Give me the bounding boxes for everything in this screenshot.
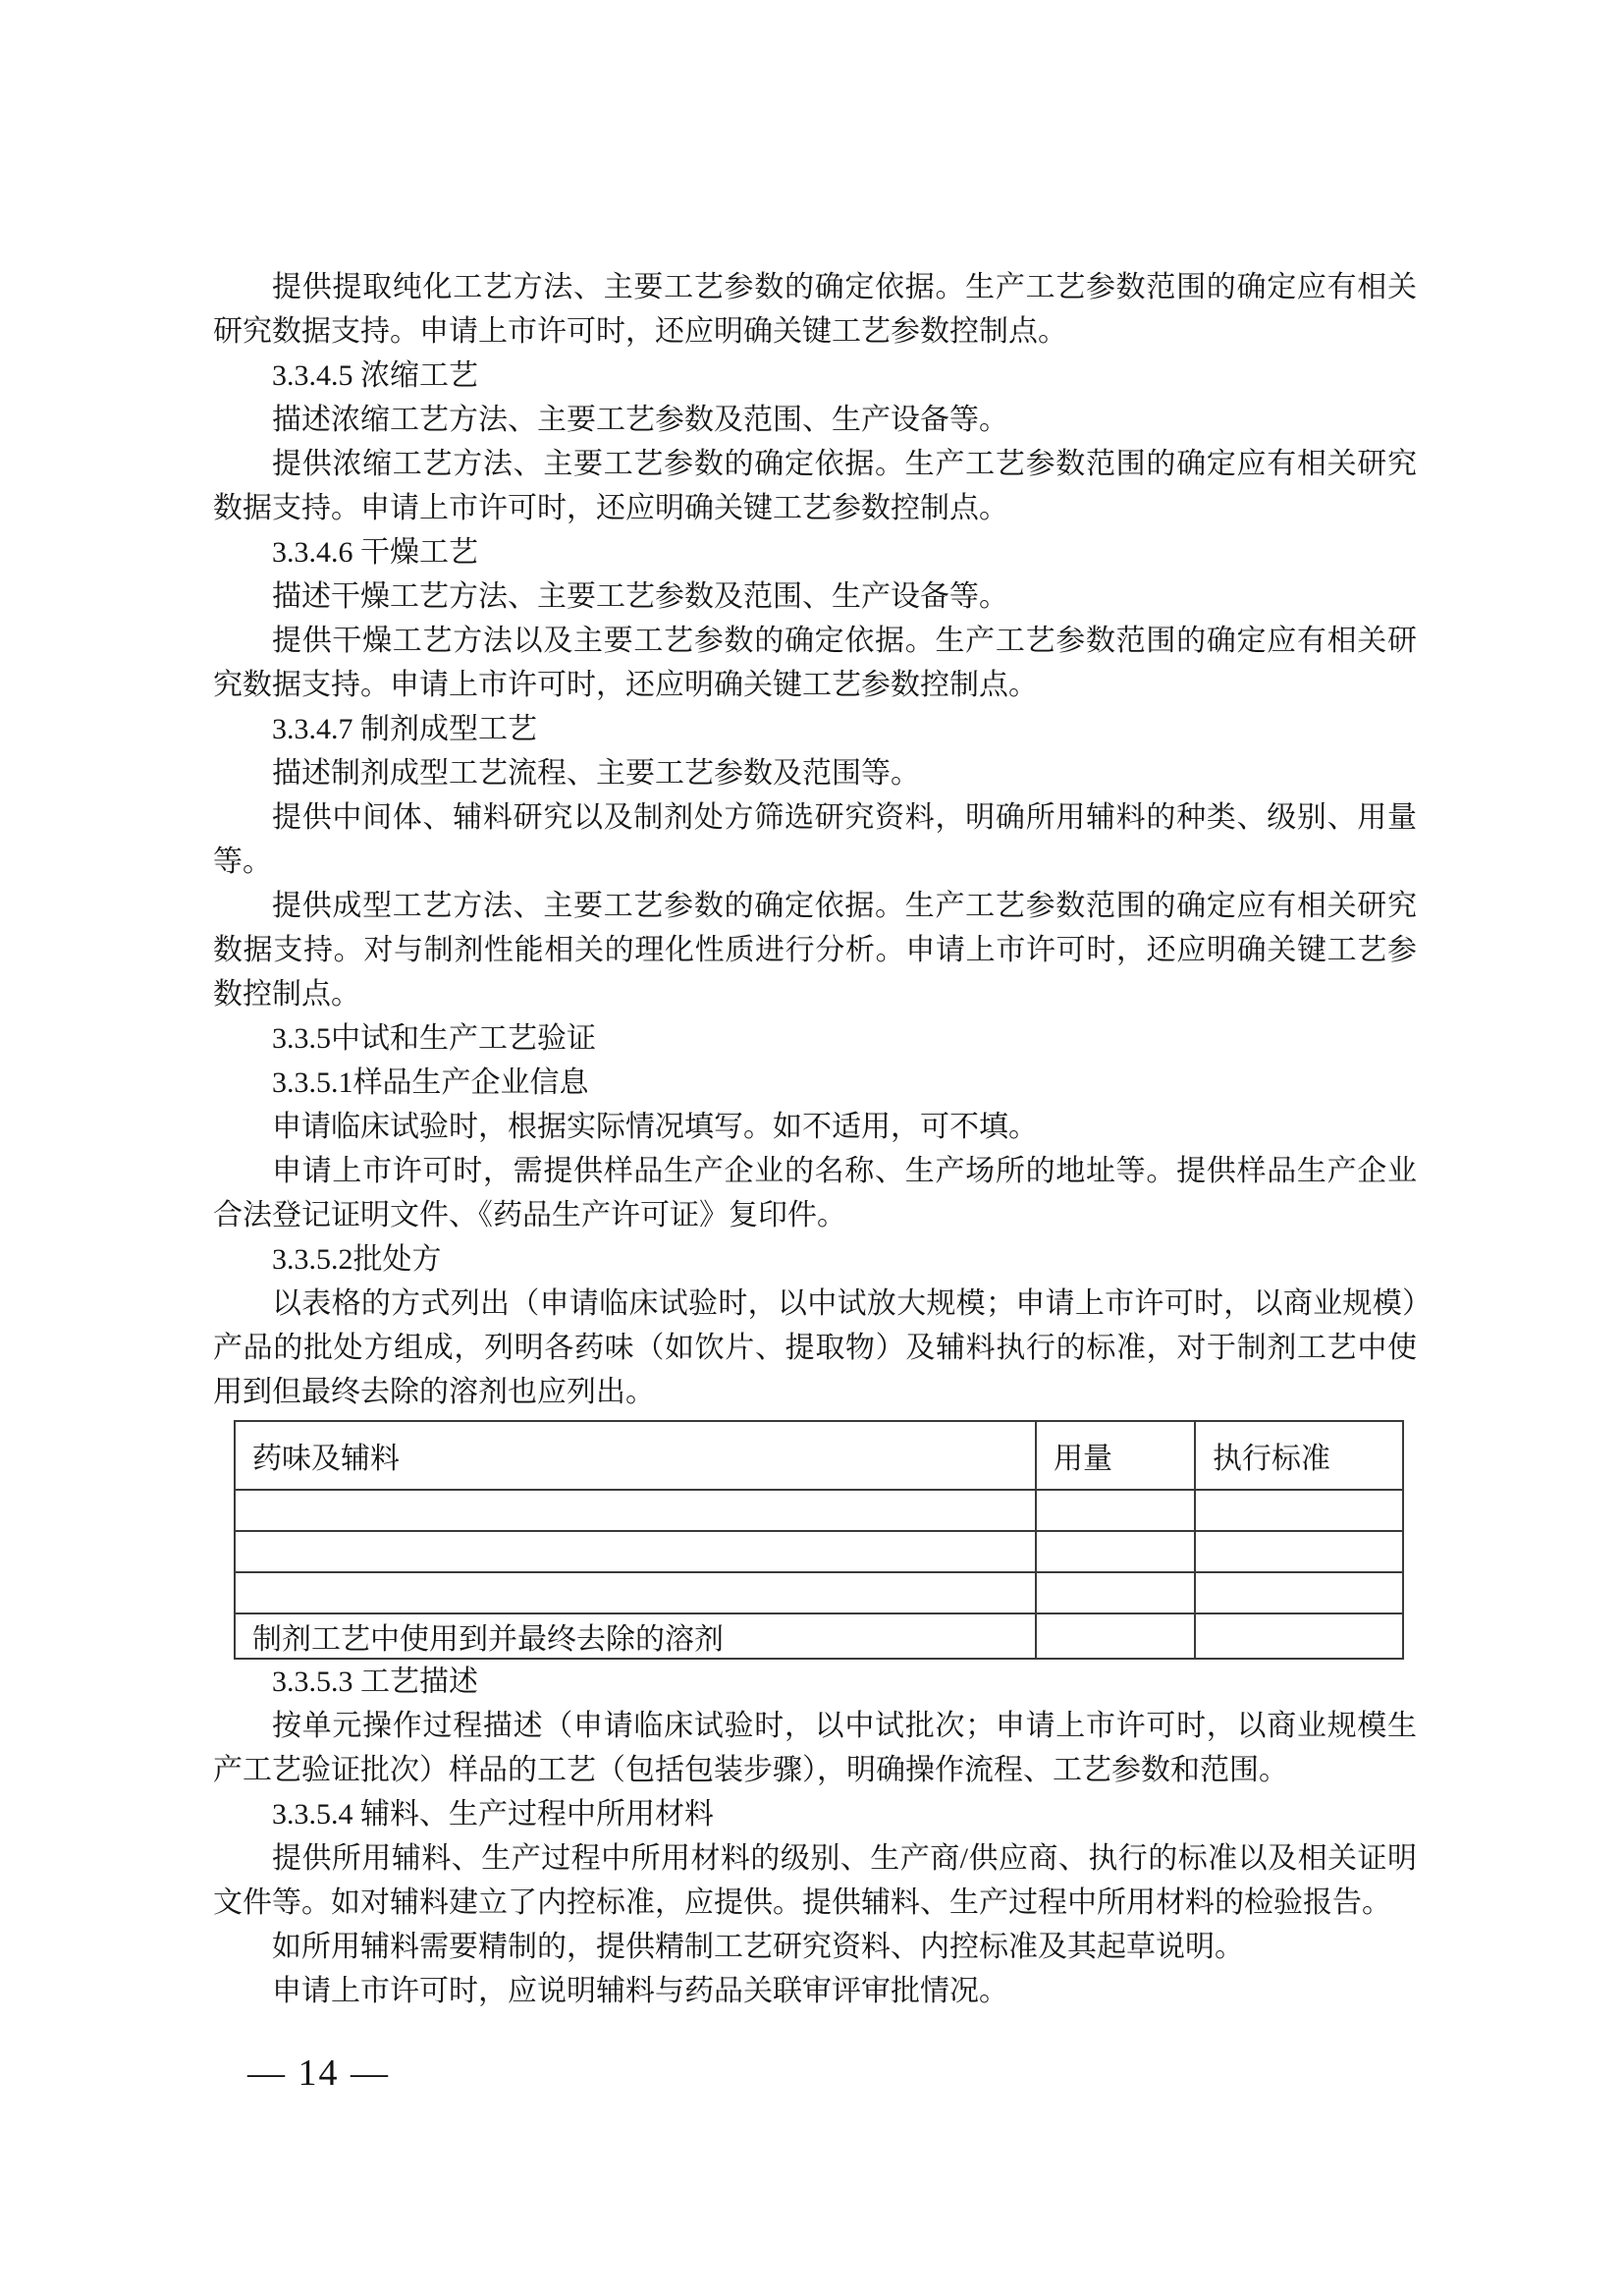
body-paragraph: 如所用辅料需要精制的，提供精制工艺研究资料、内控标准及其起草说明。 (272, 1931, 1244, 1963)
body-paragraph: 描述浓缩工艺方法、主要工艺参数及范围、生产设备等。 (272, 404, 1008, 436)
page-number: — 14 — (247, 2052, 390, 2094)
table-row (235, 1490, 1403, 1531)
table-cell (1036, 1613, 1195, 1659)
body-paragraph: 描述干燥工艺方法、主要工艺参数及范围、生产设备等。 (272, 580, 1008, 613)
body-paragraph: 以表格的方式列出（申请临床试验时，以中试放大规模；申请上市许可时，以商业规模）产品的批处方组成，列明各药味（如饮片、提取物）及辅料执行的标准，对于制剂工艺中使用到但最终去除的溶剂也应列出。 (213, 1287, 1417, 1408)
body-paragraph: 提供干燥工艺方法以及主要工艺参数的确定依据。生产工艺参数范围的确定应有相关研究数据支持。申请上市许可时，还应明确关键工艺参数控制点。 (213, 625, 1417, 701)
table-cell (235, 1490, 1036, 1531)
heading-3-3-4-5: 3.3.4.5 浓缩工艺 (272, 359, 478, 392)
table-cell (1195, 1572, 1403, 1613)
body-paragraph: 提供所用辅料、生产过程中所用材料的级别、生产商/供应商、执行的标准以及相关证明文件等。如对辅料建立了内控标准，应提供。提供辅料、生产过程中所用材料的检验报告。 (213, 1842, 1417, 1919)
table-cell (1195, 1490, 1403, 1531)
heading-3-3-5-3: 3.3.5.3 工艺描述 (272, 1666, 478, 1698)
body-paragraph: 提供提取纯化工艺方法、主要工艺参数的确定依据。生产工艺参数范围的确定应有相关研究数据支持。申请上市许可时，还应明确关键工艺参数控制点。 (213, 271, 1417, 348)
table-cell (235, 1572, 1036, 1613)
body-paragraph: 提供成型工艺方法、主要工艺参数的确定依据。生产工艺参数范围的确定应有相关研究数据支持。对与制剂性能相关的理化性质进行分析。申请上市许可时，还应明确关键工艺参数控制点。 (213, 890, 1417, 1011)
heading-3-3-5: 3.3.5中试和生产工艺验证 (272, 1022, 596, 1055)
body-paragraph: 描述制剂成型工艺流程、主要工艺参数及范围等。 (272, 757, 920, 790)
body-paragraph: 申请上市许可时，应说明辅料与药品关联审评审批情况。 (272, 1975, 1008, 2007)
table-cell-solvents-label: 制剂工艺中使用到并最终去除的溶剂 (235, 1613, 1036, 1659)
table-row (235, 1572, 1403, 1613)
body-paragraph: 按单元操作过程描述（申请临床试验时，以中试批次；申请上市许可时，以商业规模生产工艺验证批次）样品的工艺（包括包装步骤），明确操作流程、工艺参数和范围。 (213, 1710, 1417, 1786)
heading-3-3-5-4: 3.3.5.4 辅料、生产过程中所用材料 (272, 1798, 714, 1831)
table-cell (1036, 1531, 1195, 1572)
heading-3-3-5-1: 3.3.5.1样品生产企业信息 (272, 1066, 589, 1099)
table-cell (1036, 1572, 1195, 1613)
body-paragraph: 提供浓缩工艺方法、主要工艺参数的确定依据。生产工艺参数范围的确定应有相关研究数据支持。申请上市许可时，还应明确关键工艺参数控制点。 (213, 448, 1417, 524)
col-header-ingredients: 药味及辅料 (235, 1421, 1036, 1490)
table-row (235, 1613, 1403, 1659)
body-paragraph: 申请临床试验时，根据实际情况填写。如不适用，可不填。 (272, 1111, 1038, 1143)
document-content (213, 265, 1417, 2013)
table-cell (1195, 1613, 1403, 1659)
table-cell (1195, 1531, 1403, 1572)
heading-3-3-4-6: 3.3.4.6 干燥工艺 (272, 536, 478, 569)
body-paragraph: 提供中间体、辅料研究以及制剂处方筛选研究资料，明确所用辅料的种类、级别、用量等。 (213, 801, 1417, 878)
table-cell (235, 1531, 1036, 1572)
heading-3-3-4-7: 3.3.4.7 制剂成型工艺 (272, 713, 537, 745)
table-cell (1036, 1490, 1195, 1531)
col-header-dosage: 用量 (1036, 1421, 1195, 1490)
body-paragraph: 申请上市许可时，需提供样品生产企业的名称、生产场所的地址等。提供样品生产企业合法登记证明文件、《药品生产许可证》复印件。 (213, 1155, 1417, 1231)
batch-formula-table (234, 1420, 1404, 1660)
table-row (235, 1531, 1403, 1572)
col-header-standard: 执行标准 (1195, 1421, 1403, 1490)
heading-3-3-5-2: 3.3.5.2批处方 (272, 1243, 442, 1276)
table-header-row (235, 1421, 1403, 1490)
